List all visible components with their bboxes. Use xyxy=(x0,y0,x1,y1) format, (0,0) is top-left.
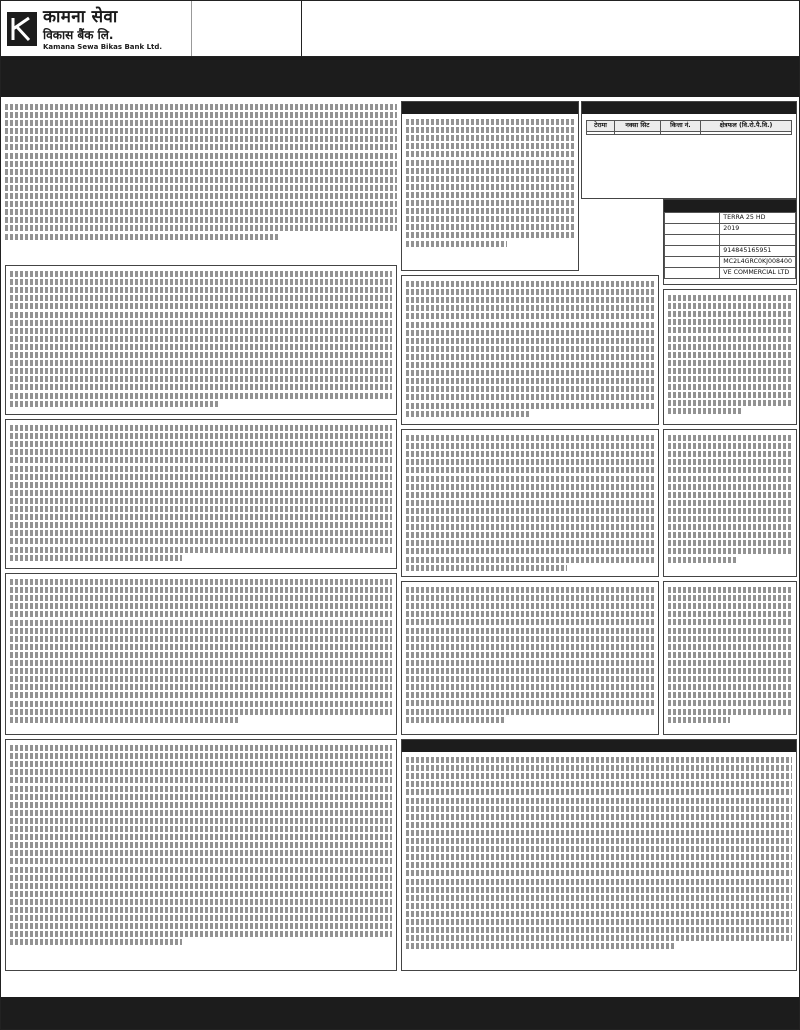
block-text xyxy=(402,114,578,252)
notice-title-banner xyxy=(1,57,800,97)
block-text xyxy=(664,582,796,728)
property-block-1 xyxy=(5,265,397,415)
bank-name-en: Kamana Sewa Bikas Bank Ltd. xyxy=(43,42,163,51)
bank-name-np: कामना सेवा xyxy=(43,6,118,27)
block-text xyxy=(402,582,658,728)
col-header: कित्ता नं. xyxy=(660,121,700,132)
page-header xyxy=(1,1,800,57)
bank-logo-icon xyxy=(7,12,37,46)
table-row xyxy=(665,235,796,246)
terms-text xyxy=(402,752,796,954)
block-table-area xyxy=(582,114,796,138)
property-block-3 xyxy=(663,289,797,425)
col-header: टेरामा xyxy=(587,121,615,132)
block-text xyxy=(6,574,396,728)
page-footer xyxy=(1,997,800,1030)
property-block-right-2 xyxy=(581,101,797,199)
bank-logo xyxy=(1,1,191,57)
table-row: 914845165951 xyxy=(665,246,796,257)
block-text xyxy=(6,740,396,950)
table-row: VE COMMERCIAL LTD xyxy=(665,268,796,279)
vehicle-heading xyxy=(664,200,796,212)
terms-heading xyxy=(402,740,796,752)
property-block-6 xyxy=(663,429,797,577)
col-header: क्षेत्रफल (वि.रो.पै.वि.) xyxy=(701,121,792,132)
property-block-7 xyxy=(5,573,397,735)
terms-block xyxy=(401,739,797,971)
bank-contact xyxy=(191,1,301,56)
intro-text-lines xyxy=(5,104,397,240)
block-text xyxy=(6,266,396,412)
table-row: TERRA 25 HD xyxy=(665,213,796,224)
property-block-9 xyxy=(663,581,797,735)
block-text xyxy=(402,276,658,422)
property-block-8 xyxy=(401,581,659,735)
land-table xyxy=(586,120,792,135)
property-block-2 xyxy=(401,275,659,425)
vehicle-block xyxy=(663,199,797,285)
block-text xyxy=(664,430,796,568)
table-row: MC2L4GRC0KJ008400 xyxy=(665,257,796,268)
property-block-right-1 xyxy=(401,101,579,271)
notice-intro xyxy=(5,101,397,261)
section-header xyxy=(402,102,578,114)
block-text xyxy=(6,420,396,566)
vehicle-table xyxy=(664,212,796,279)
property-block-5 xyxy=(401,429,659,577)
property-block-10 xyxy=(5,739,397,971)
col-header: नक्सा सिट xyxy=(615,121,661,132)
block-text xyxy=(664,290,796,420)
property-block-4 xyxy=(5,419,397,569)
table-row: 2019 xyxy=(665,224,796,235)
header-spacer xyxy=(301,1,800,56)
block-text xyxy=(402,430,658,576)
bank-name-np-sub: विकास बैंक लि. xyxy=(43,27,114,42)
section-header xyxy=(582,102,796,114)
